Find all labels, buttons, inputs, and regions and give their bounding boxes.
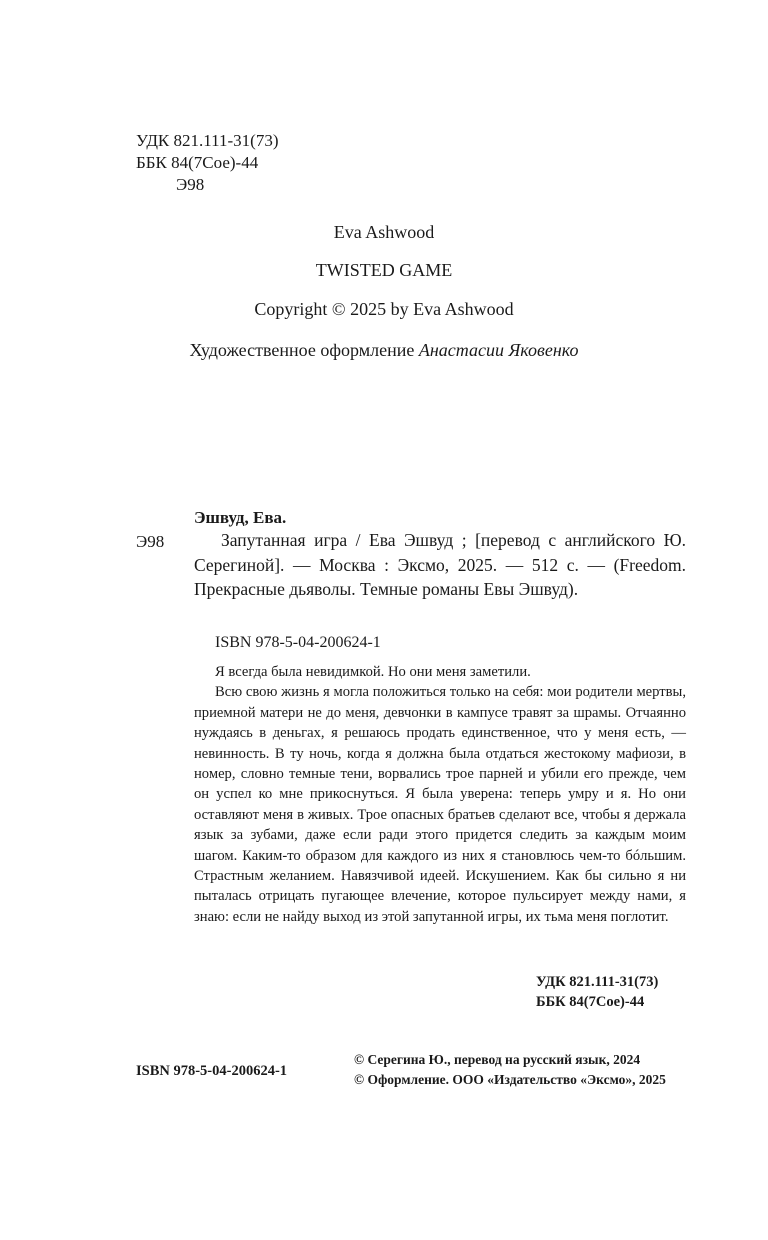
- author-mark: Э98: [176, 175, 205, 194]
- design-copyright: © Оформление. ООО «Издательство «Эксмо», 2025: [354, 1072, 666, 1087]
- annotation-paragraph: Я всегда была невидимкой. Но они меня заметили.: [215, 664, 531, 680]
- annotation-paragraph: Всю свою жизнь я могла положиться только на себя: мои родители мертвы, приемной матери не до меня, девчонки в кампусе травят за шрамы. Отчаянно нуждаясь в деньгах, я решаюсь продать единственное, что у меня есть, — невинность. В ту ночь, когда я должна была отдаться жестокому мафиози, в номер, словно темные тени, ворвались трое парней и убили его прежде, чем он успел ко мне прикоснуться. Я была уверена: теперь умру и я. Но они оставляют меня в живых. Трое опасных братьев сделают все, чтобы я держала язык за зубами, даже если ради этого придется следить за каждым моим шагом. Каким-то образом для каждого из них я становлюсь чем-то бóльшим. Страстным желанием. Навязчивой идеей. Искушением. Как бы сильно я ни пыталась отрицать пугающее влечение, которое пульсирует между нами, я знаю: если не найду выход из этой запутанной игры, их тьма меня поглотит.: [194, 684, 686, 925]
- bibliography-description: Запутанная игра / Ева Эшвуд ; [перевод с английского Ю. Серегиной]. — Москва : Эксмо, 2025. — 512 с. — (Freedom. Прекрасные дьяволы. Темные романы Евы Эшвуд).: [194, 530, 686, 599]
- footer-copyrights: [354, 1050, 666, 1090]
- header-classification-codes: [136, 130, 278, 196]
- footer-isbn: ISBN 978-5-04-200624-1: [136, 1063, 288, 1079]
- udk-code: УДК 821.111-31(73): [136, 131, 279, 150]
- original-title: TWISTED GAME: [315, 260, 453, 280]
- bibliography-isbn: ISBN 978-5-04-200624-1: [215, 634, 381, 651]
- bibliography-code: Э98: [136, 532, 165, 551]
- design-credit-name: Анастасии Яковенко: [418, 340, 579, 360]
- translation-copyright: © Серегина Ю., перевод на русский язык, 2024: [354, 1052, 641, 1067]
- design-credit-prefix: Художественное оформление: [189, 340, 415, 360]
- design-credit: [0, 340, 768, 361]
- original-author: Eva Ashwood: [333, 222, 435, 242]
- footer-classification-codes: [536, 972, 658, 1012]
- footer-udk-code: УДК 821.111-31(73): [536, 974, 659, 990]
- annotation: [194, 662, 686, 927]
- footer-bbk-code: ББК 84(7Сое)-44: [536, 994, 645, 1010]
- original-copyright: Copyright © 2025 by Eva Ashwood: [254, 299, 514, 319]
- bbk-code: ББК 84(7Сое)-44: [136, 153, 259, 172]
- bibliography-author-heading: Эшвуд, Ева.: [194, 508, 287, 527]
